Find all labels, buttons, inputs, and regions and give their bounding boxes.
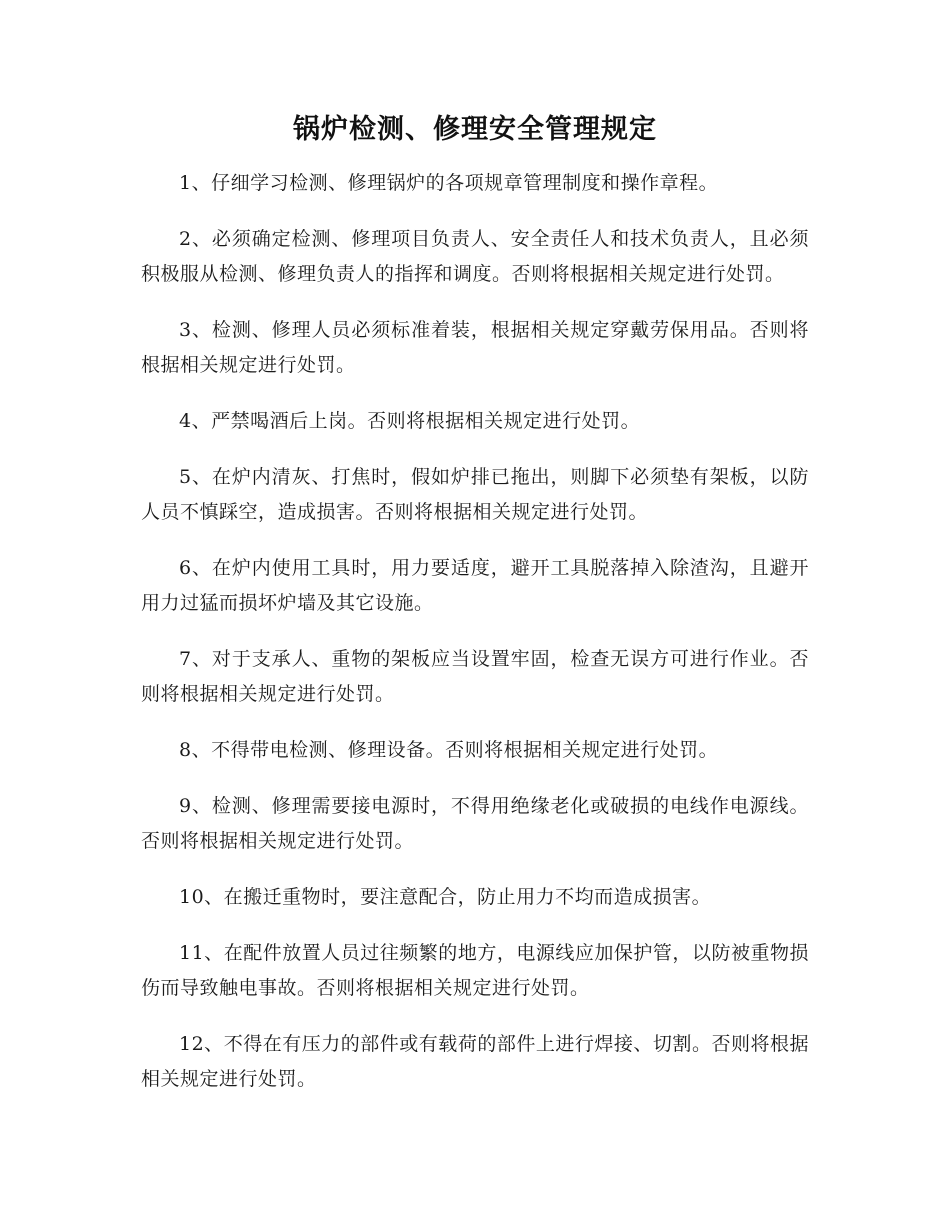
paragraph-12: 12、不得在有压力的部件或有载荷的部件上进行焊接、切割。否则将根据相关规定进行处罚。 [141, 1033, 809, 1090]
document-title: 锅炉检测、修理安全管理规定 [293, 114, 657, 145]
paragraph-6: 6、在炉内使用工具时，用力要适度，避开工具脱落掉入除渣沟，且避开用力过猛而损坏炉墙及其它设施。 [141, 557, 809, 614]
document-body [141, 166, 809, 1118]
paragraph-1: 1、仔细学习检测、修理锅炉的各项规章管理制度和操作章程。 [179, 172, 719, 194]
paragraph-4: 4、严禁喝酒后上岗。否则将根据相关规定进行处罚。 [179, 410, 641, 432]
paragraph-9: 9、检测、修理需要接电源时，不得用绝缘老化或破损的电线作电源线。否则将根据相关规定进行处罚。 [141, 795, 809, 852]
paragraph-2: 2、必须确定检测、修理项目负责人、安全责任人和技术负责人，且必须积极服从检测、修理负责人的指挥和调度。否则将根据相关规定进行处罚。 [141, 228, 809, 285]
paragraph-5: 5、在炉内清灰、打焦时，假如炉排已拖出，则脚下必须垫有架板，以防人员不慎踩空，造成损害。否则将根据相关规定进行处罚。 [141, 466, 809, 523]
paragraph-11: 11、在配件放置人员过往频繁的地方，电源线应加保护管，以防被重物损伤而导致触电事故。否则将根据相关规定进行处罚。 [141, 942, 809, 999]
paragraph-3: 3、检测、修理人员必须标准着装，根据相关规定穿戴劳保用品。否则将根据相关规定进行处罚。 [141, 319, 809, 376]
paragraph-10: 10、在搬迁重物时，要注意配合，防止用力不均而造成损害。 [179, 886, 712, 908]
paragraph-7: 7、对于支承人、重物的架板应当设置牢固，检查无误方可进行作业。否则将根据相关规定进行处罚。 [141, 648, 809, 705]
paragraph-8: 8、不得带电检测、修理设备。否则将根据相关规定进行处罚。 [179, 739, 719, 761]
